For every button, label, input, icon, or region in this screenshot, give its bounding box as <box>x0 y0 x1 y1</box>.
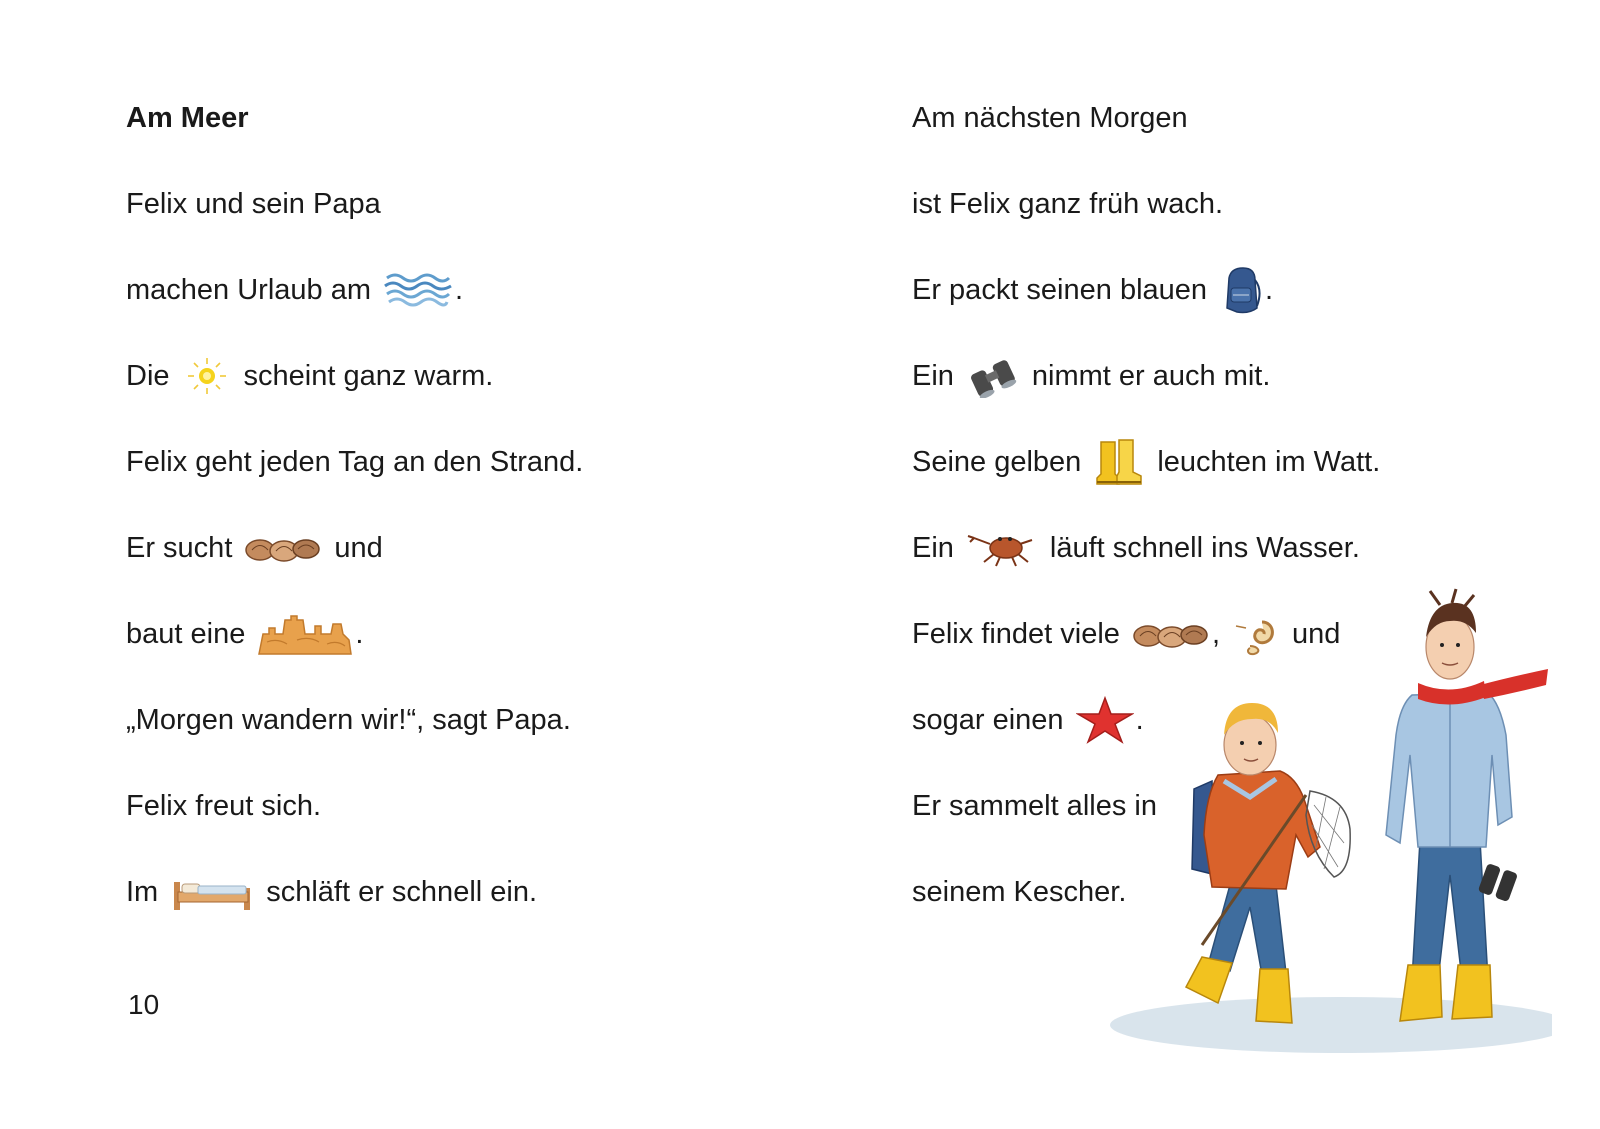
text-line-3: Er packt seinen blauen . <box>912 270 1273 310</box>
story-title: Am Meer <box>126 102 249 134</box>
backpack-icon <box>1219 264 1263 316</box>
text-line-3: Die scheint ganz warm. <box>126 356 493 396</box>
text-line-2: ist Felix ganz früh wach. <box>912 188 1224 220</box>
text-line-7: Felix findet viele , und <box>912 614 1340 654</box>
text-line-2: machen Urlaub am . <box>126 270 463 310</box>
text-line-4: Ein nimmt er auch mit. <box>912 356 1270 396</box>
father-figure <box>1386 589 1548 1021</box>
text-line-10: seinem Kescher. <box>912 876 1127 908</box>
text-line-8: sogar einen . <box>912 700 1144 740</box>
text-line-9: Im schläft er schnell ein. <box>126 872 537 912</box>
text-line-6: baut eine . <box>126 614 363 654</box>
bed-icon <box>170 872 254 912</box>
text-line-5: Seine gelben leuchten im Watt. <box>912 442 1380 482</box>
rain-boots-icon <box>1093 438 1145 486</box>
text-line-8: Felix freut sich. <box>126 790 321 822</box>
text-line-5: Er sucht und <box>126 532 383 564</box>
text-line-9: Er sammelt alles in <box>912 790 1157 822</box>
text-line-4: Felix geht jeden Tag an den Strand. <box>126 446 584 478</box>
boy-figure <box>1186 703 1350 1023</box>
text-line-1: Am nächsten Morgen <box>912 102 1188 134</box>
sea-icon <box>383 268 453 312</box>
binoculars-icon <box>966 354 1020 398</box>
text-line-6: Ein läuft schnell ins Wasser. <box>912 528 1360 568</box>
text-line-1: Felix und sein Papa <box>126 188 381 220</box>
sun-icon <box>182 354 232 398</box>
shells-icon <box>244 531 322 565</box>
page-number: 10 <box>128 989 160 1020</box>
text-line-7: „Morgen wandern wir!“, sagt Papa. <box>126 704 571 736</box>
boy-and-father-illustration <box>1100 585 1552 1065</box>
right-page <box>800 0 1600 1129</box>
sandcastle-icon <box>257 612 353 656</box>
crab-icon <box>966 526 1038 570</box>
